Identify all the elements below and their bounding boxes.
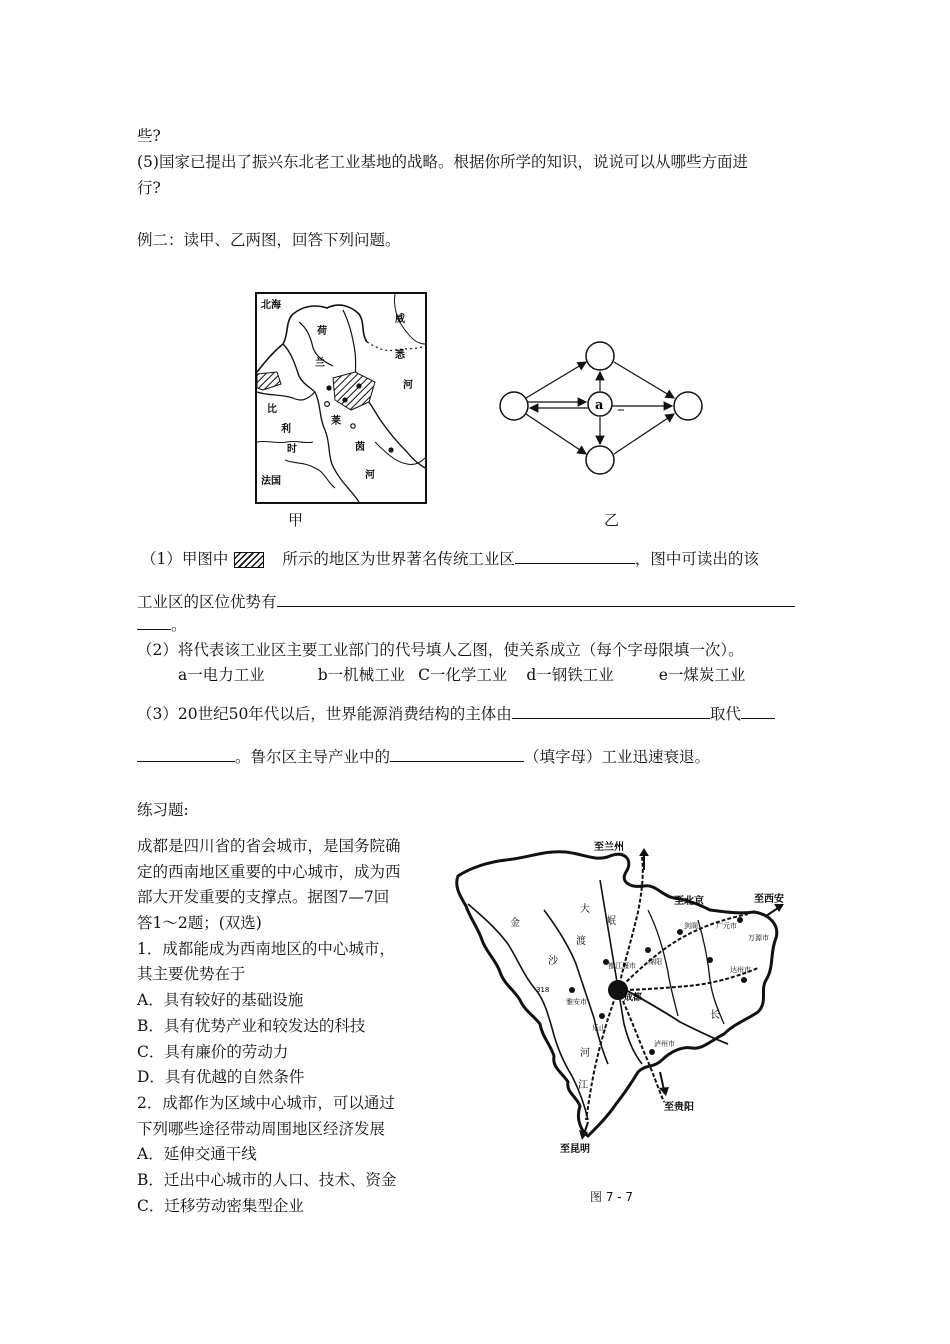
q3-text-2: 取代 (709, 705, 741, 723)
q3-text: （3）20世纪50年代以后，世界能源消费结构的主体由 (137, 705, 512, 723)
answer-blank[interactable] (741, 702, 775, 719)
practice-line: 成都是四川省的省会城市，是国务院确 (137, 837, 401, 855)
node-left (500, 392, 528, 420)
label-luzhou: 泸州市 (654, 1040, 675, 1048)
q1-prefix: （1）甲图中 (141, 550, 229, 568)
hatch-legend-icon (234, 552, 264, 568)
node-top (586, 342, 614, 370)
practice-line: 部大开发重要的支撑点。据图7—7回 (137, 888, 390, 907)
figure-yi-diagram (494, 336, 714, 478)
answer-blank[interactable] (137, 613, 171, 630)
label-to-beijing: 至北京 (674, 896, 704, 907)
label-dujiangyan: 都江堰市 (608, 962, 636, 970)
question-1-end (137, 613, 187, 635)
option-b: b一机械工业 (317, 666, 406, 684)
example-intro: 例二：读甲、乙两图，回答下列问题。 (137, 231, 401, 249)
figure-7-7-sichuan-map (448, 840, 796, 1180)
practice-question-1: 1．成都能成为西南地区的中心城市， (137, 939, 395, 958)
option-line: C．具有廉价的劳动力 (137, 1042, 289, 1061)
answer-blank[interactable] (515, 547, 635, 564)
label-north-sea: 北海 (261, 300, 281, 311)
option-line: B．迁出中心城市的人口、技术、资金 (137, 1170, 397, 1189)
question-2: （2）将代表该工业区主要工业部门的代号填人乙图，使关系成立（每个字母限填一次）。 (137, 641, 744, 659)
label-river-jiang: 江 (578, 1080, 588, 1091)
label-shi: 时 (287, 444, 297, 455)
question-3-cont (137, 745, 710, 767)
answer-blank[interactable] (277, 590, 795, 607)
label-chengdu: 成都 (624, 993, 643, 1003)
option-line: A．延伸交通干线 (137, 1145, 257, 1164)
practice-line: 定的西南地区重要的中心城市，成为西 (137, 862, 401, 881)
label-to-guiyang: 至贵阳 (664, 1102, 694, 1113)
label-jiangyou: 剑阁 (684, 922, 698, 930)
node-right (674, 392, 702, 420)
label-road-318: 318 (536, 986, 550, 994)
question-3 (137, 702, 775, 724)
answer-blank[interactable] (137, 745, 235, 762)
label-river-chang: 长 (710, 1010, 720, 1021)
figure-7-7-caption: 图 7 - 7 (590, 1190, 634, 1204)
node-a-label: a (595, 398, 604, 413)
q3-cont-text: 。鲁尔区主导产业中的 (235, 748, 391, 766)
figure-yi-caption: 乙 (604, 511, 620, 529)
label-wei: 威 (395, 314, 405, 325)
option-line: B．具有优势产业和较发达的科技 (137, 1016, 366, 1035)
practice-text-block (137, 836, 401, 1221)
practice-line: 答1～2题；(双选) (137, 914, 262, 933)
text-line: 些? (137, 127, 161, 145)
label-lan: 兰 (315, 358, 325, 369)
options-row (178, 665, 745, 685)
label-faguo: 法国 (261, 476, 281, 487)
label-to-kunming: 至昆明 (560, 1144, 590, 1155)
option-line: C．迁移劳动密集型企业 (137, 1196, 304, 1215)
label-river-jin: 金 (510, 918, 520, 929)
label-river-min: 岷 (606, 916, 616, 927)
label-to-lanzhou: 至兰州 (594, 842, 624, 853)
option-d: d一钢铁工业 (526, 666, 614, 684)
label-river-da: 大 (580, 904, 590, 915)
label-river-he: 河 (580, 1048, 590, 1059)
q3-end-text: （填字母）工业迅速衰退。 (524, 748, 711, 766)
label-he: 荷 (317, 326, 327, 337)
label-river-du: 渡 (576, 936, 586, 947)
label-bi: 比 (267, 404, 277, 415)
practice-question-2: 2．成都作为区域中心城市，可以通过 (137, 1093, 395, 1112)
label-xi: 悉 (395, 350, 405, 361)
label-he-river: 河 (403, 380, 413, 391)
text-line: 行? (137, 179, 161, 197)
practice-line: 下列哪些途径带动周围地区经济发展 (137, 1119, 386, 1138)
figure-jia-map (255, 292, 427, 504)
q1-text: 所示的地区为世界著名传统工业区 (282, 550, 515, 568)
label-yin: 茵 (355, 442, 365, 453)
label-leshan: 乐山 (592, 1024, 606, 1032)
figure-jia-caption: 甲 (288, 511, 304, 529)
option-line: D．具有优越的自然条件 (137, 1068, 305, 1087)
option-line: A．具有较好的基础设施 (137, 991, 304, 1010)
question-1 (141, 547, 759, 569)
question-5: (5)国家已提出了振兴东北老工业基地的战略。根据你所学的知识，说说可以从哪些方面进 (137, 153, 748, 171)
answer-blank[interactable] (390, 745, 524, 762)
label-dazhou: 达州市 (730, 966, 751, 974)
practice-line: 其主要优势在于 (137, 965, 246, 984)
node-bottom (586, 446, 614, 474)
option-e: e一煤炭工业 (658, 666, 746, 684)
q1-suffix: ，图中可读出的该 (634, 550, 759, 568)
q1-cont-text: 工业区的区位优势有 (137, 593, 277, 611)
label-li: 利 (281, 424, 291, 435)
q1-end-text: 。 (171, 616, 187, 634)
answer-blank[interactable] (512, 702, 710, 719)
practice-title: 练习题: (137, 801, 189, 819)
label-guangyuan: 广元市 (716, 922, 737, 930)
label-he-river-2: 河 (365, 470, 375, 481)
label-to-xian: 至西安 (754, 894, 784, 905)
label-lai: 莱 (331, 416, 341, 427)
option-c: C一化学工业 (418, 666, 508, 684)
label-river-sha: 沙 (548, 956, 558, 967)
option-a: a一电力工业 (178, 666, 265, 684)
label-mianyang: 绵阳 (648, 958, 662, 966)
question-1-cont (137, 590, 795, 612)
label-wanyuan: 万源市 (748, 934, 769, 942)
label-yaan: 雅安市 (566, 998, 587, 1006)
